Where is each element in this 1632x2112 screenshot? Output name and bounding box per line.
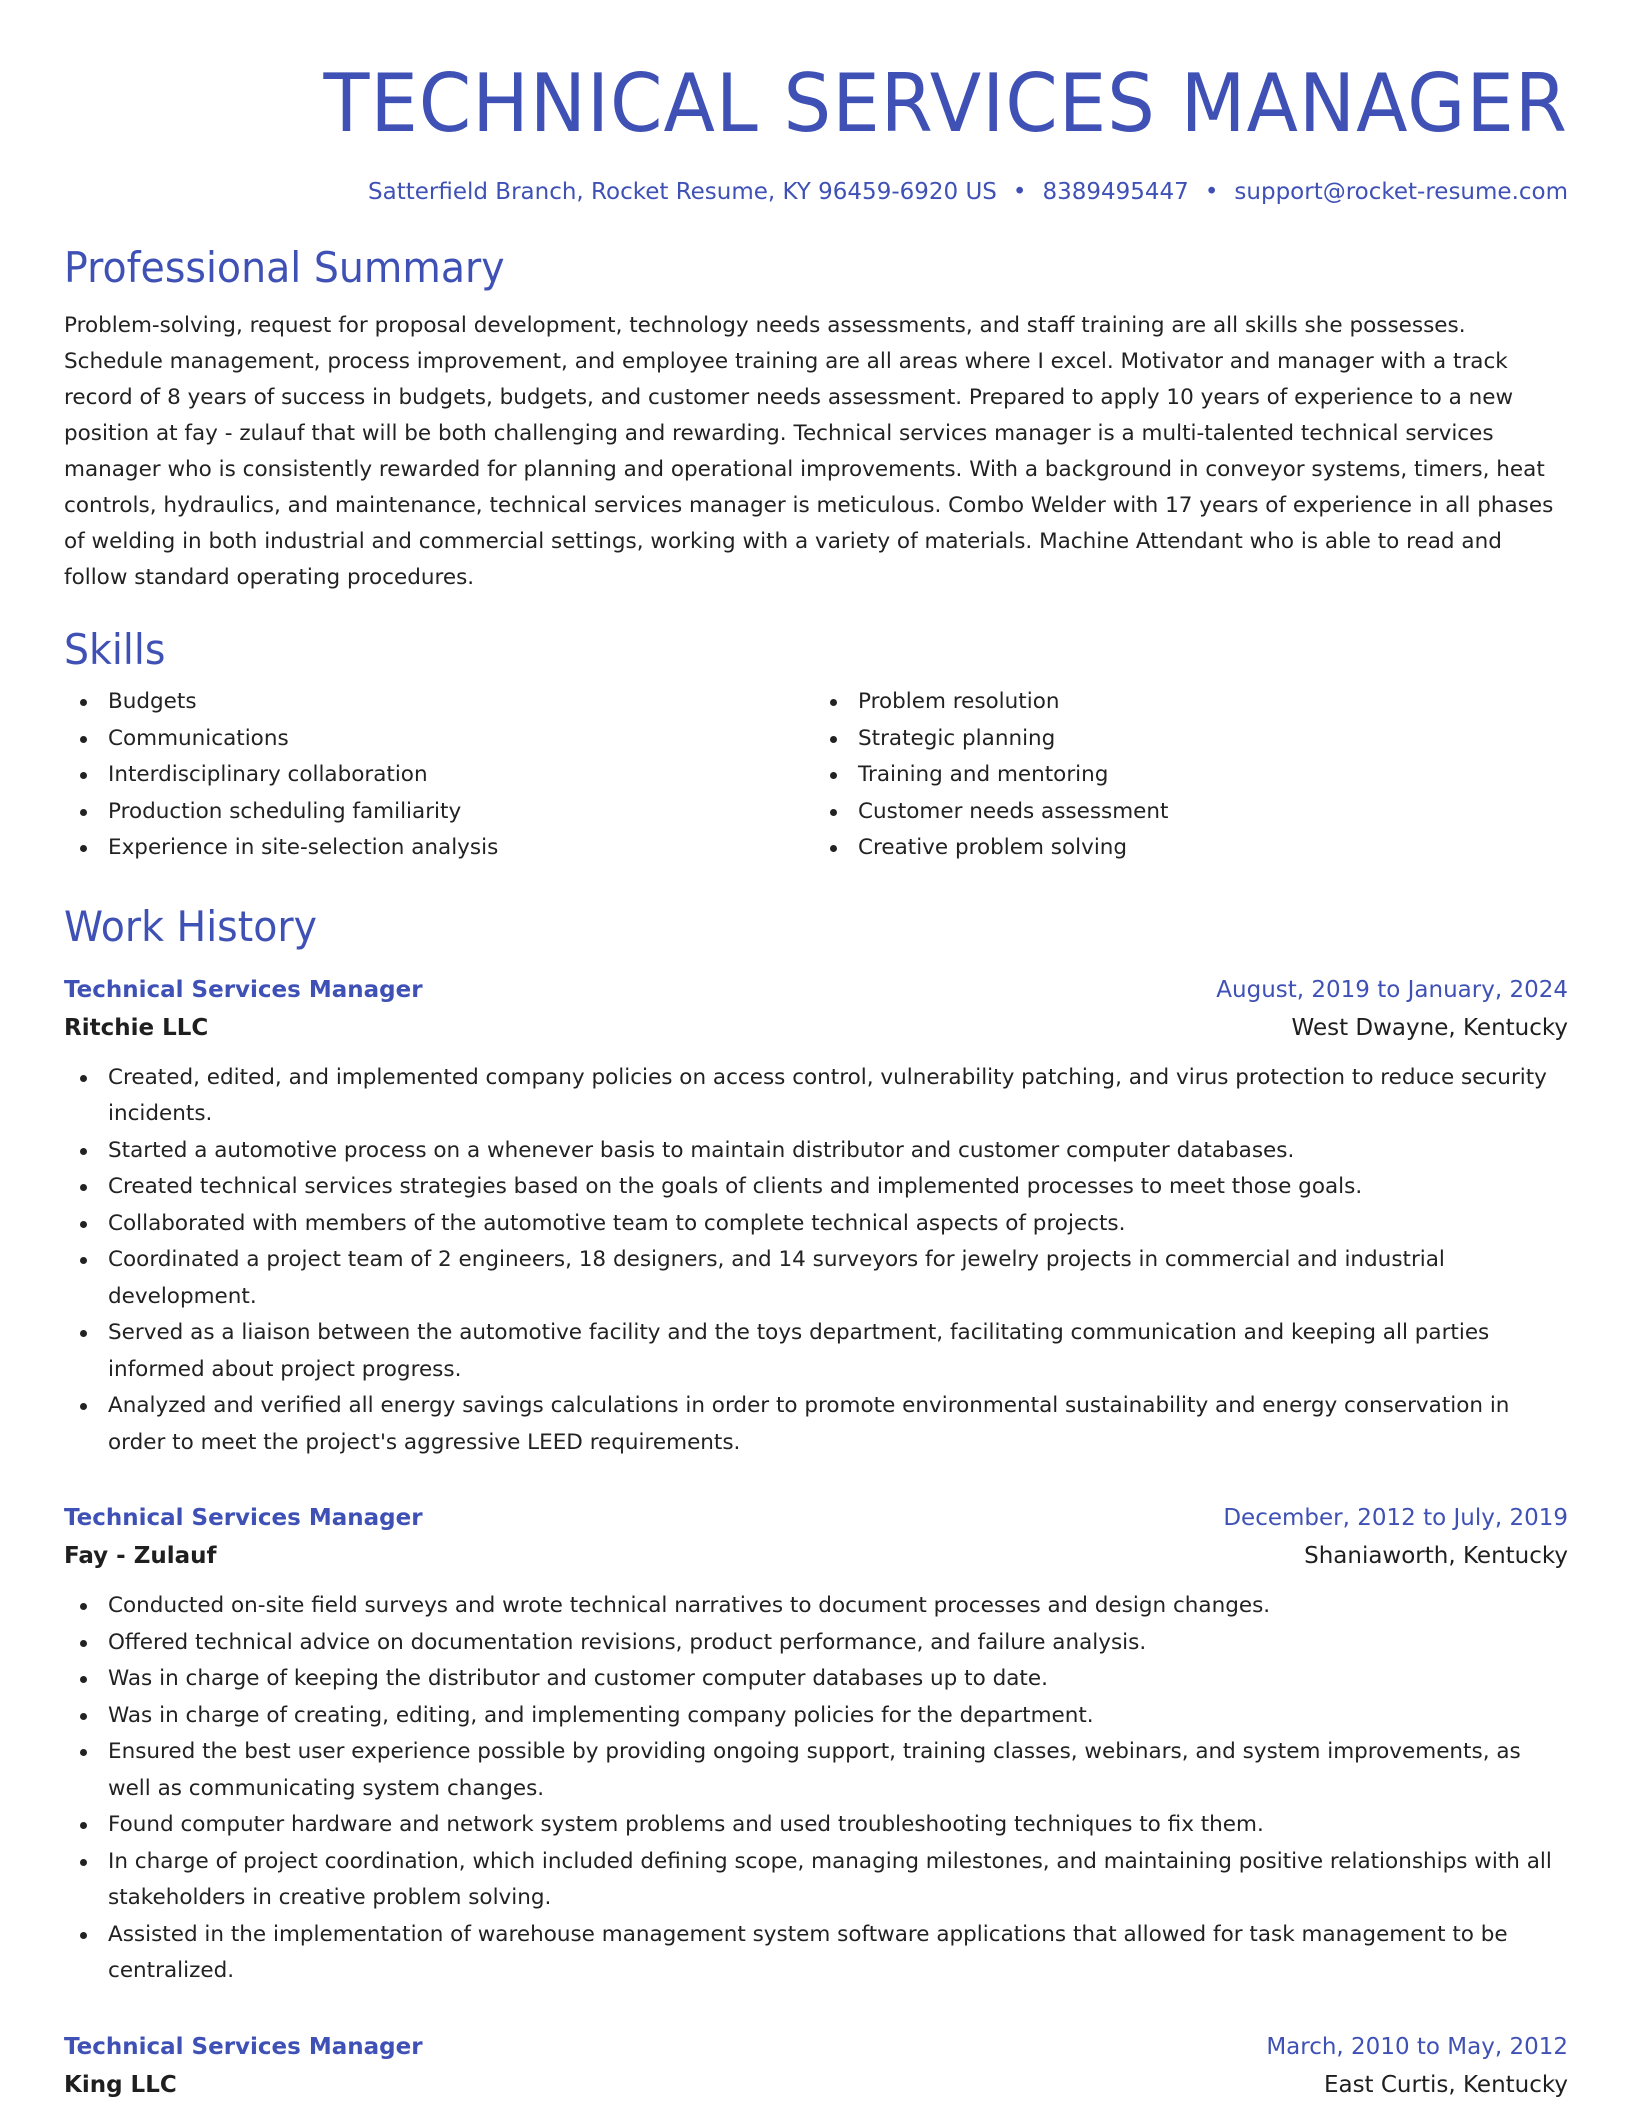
- skill-item: Training and mentoring: [816, 757, 1568, 794]
- job-header-row: [64, 971, 1568, 1009]
- contact-separator: •: [1204, 179, 1219, 205]
- job-company: Fay - Zulauf: [64, 1543, 217, 1569]
- skill-item: Budgets: [64, 684, 816, 721]
- job-bullet: In charge of project coordination, which included defining scope, managing milestones, and maintaining positive relationships with all stakeholders in creative problem solving.: [64, 1844, 1568, 1917]
- skill-item: Interdisciplinary collaboration: [64, 757, 816, 794]
- job-dates: December, 2012 to July, 2019: [1223, 1505, 1568, 1531]
- skill-item: Customer needs assessment: [816, 794, 1568, 831]
- contact-separator: •: [1012, 179, 1027, 205]
- resume-header: [64, 0, 1568, 208]
- job-bullet: Found computer hardware and network system problems and used troubleshooting techniques to fix them.: [64, 1807, 1568, 1844]
- skills-column-right: [816, 684, 1568, 867]
- job-bullet: Served as a liaison between the automotive facility and the toys department, facilitating communication and keeping all parties informed about project progress.: [64, 1315, 1568, 1388]
- job-title: Technical Services Manager: [64, 976, 423, 1003]
- skill-item: Production scheduling familiarity: [64, 794, 816, 831]
- job-location: East Curtis, Kentucky: [1323, 2071, 1568, 2098]
- job-title: Technical Services Manager: [64, 2033, 423, 2060]
- job-bullet: Created technical services strategies based on the goals of clients and implemented processes to meet those goals.: [64, 1169, 1568, 1206]
- job-entry: [64, 1499, 1568, 1990]
- contact-email[interactable]: support@rocket-resume.com: [1234, 179, 1568, 205]
- job-bullet: Coordinated a project team of 2 engineers, 18 designers, and 14 surveyors for jewelry projects in commercial and industrial development.: [64, 1242, 1568, 1315]
- job-bullet: Conducted on-site field surveys and wrote technical narratives to document processes and design changes.: [64, 1588, 1568, 1625]
- skills-heading: Skills: [64, 625, 166, 674]
- job-company: Ritchie LLC: [64, 1014, 209, 1041]
- job-bullet: Assisted in the implementation of warehouse management system software applications that allowed for task management to be centralized.: [64, 1917, 1568, 1990]
- contact-line: [64, 176, 1568, 208]
- resume-name: TECHNICAL SERVICES MANAGER: [323, 57, 1568, 150]
- skill-item: Creative problem solving: [816, 830, 1568, 867]
- job-bullet: Created, edited, and implemented company policies on access control, vulnerability patching, and virus protection to reduce security incidents.: [64, 1060, 1568, 1133]
- job-bullets: [64, 1588, 1568, 1990]
- job-header-row: [64, 2028, 1568, 2066]
- job-entry: [64, 971, 1568, 1462]
- job-bullet: Analyzed and verified all energy savings calculations in order to promote environmental sustainability and energy conservation in order to meet the project's aggressive LEED requirements.: [64, 1388, 1568, 1461]
- summary-heading: Professional Summary: [64, 243, 505, 292]
- summary-text: Problem-solving, request for proposal development, technology needs assessments, and staff training are all skills she possesses. Schedule management, process improvement, and employee training are all areas where I excel. Motivator and manager with a track record of 8 years of success in budgets, budgets, and customer needs assessment. Prepared to apply 10 years of experience to a new position at fay - zulauf that will be both challenging and rewarding. Technical services manager is a multi-talented technical services manager who is consistently rewarded for planning and operational improvements. With a background in conveyor systems, timers, heat controls, hydraulics, and maintenance, technical services manager is meticulous. Combo Welder with 17 years of experience in all phases of welding in both industrial and commercial settings, working with a variety of materials. Machine Attendant who is able to read and follow standard operating procedures.: [64, 313, 1554, 590]
- job-title: Technical Services Manager: [64, 1505, 423, 1531]
- job-company-row: [64, 1537, 1568, 1575]
- job-bullets: [64, 1060, 1568, 1462]
- contact-phone: 8389495447: [1042, 179, 1189, 205]
- skills-list: [64, 684, 1568, 867]
- job-entry: [64, 2028, 1568, 2104]
- job-bullet: Was in charge of creating, editing, and implementing company policies for the department.: [64, 1698, 1568, 1735]
- job-bullet: Offered technical advice on documentation revisions, product performance, and failure analysis.: [64, 1625, 1568, 1662]
- skill-item: Communications: [64, 721, 816, 758]
- work-history-heading: Work History: [64, 901, 317, 951]
- job-company: King LLC: [64, 2071, 177, 2098]
- job-bullet: Was in charge of keeping the distributor and customer computer databases up to date.: [64, 1661, 1568, 1698]
- skills-column-left: [64, 684, 816, 867]
- skill-item: Problem resolution: [816, 684, 1568, 721]
- job-bullet: Collaborated with members of the automotive team to complete technical aspects of projects.: [64, 1206, 1568, 1243]
- skill-item: Experience in site-selection analysis: [64, 830, 816, 867]
- job-company-row: [64, 1009, 1568, 1047]
- job-bullet: Ensured the best user experience possible by providing ongoing support, training classes, webinars, and system improvements, as well as communicating system changes.: [64, 1734, 1568, 1807]
- job-location: West Dwayne, Kentucky: [1291, 1014, 1568, 1041]
- job-header-row: [64, 1499, 1568, 1537]
- job-dates: August, 2019 to January, 2024: [1216, 976, 1568, 1003]
- job-company-row: [64, 2066, 1568, 2104]
- job-location: Shaniaworth, Kentucky: [1304, 1543, 1568, 1569]
- job-bullet: Started a automotive process on a whenever basis to maintain distributor and customer computer databases.: [64, 1133, 1568, 1170]
- job-dates: March, 2010 to May, 2012: [1266, 2033, 1568, 2060]
- skill-item: Strategic planning: [816, 721, 1568, 758]
- contact-address: Satterfield Branch, Rocket Resume, KY 96459-6920 US: [368, 179, 997, 205]
